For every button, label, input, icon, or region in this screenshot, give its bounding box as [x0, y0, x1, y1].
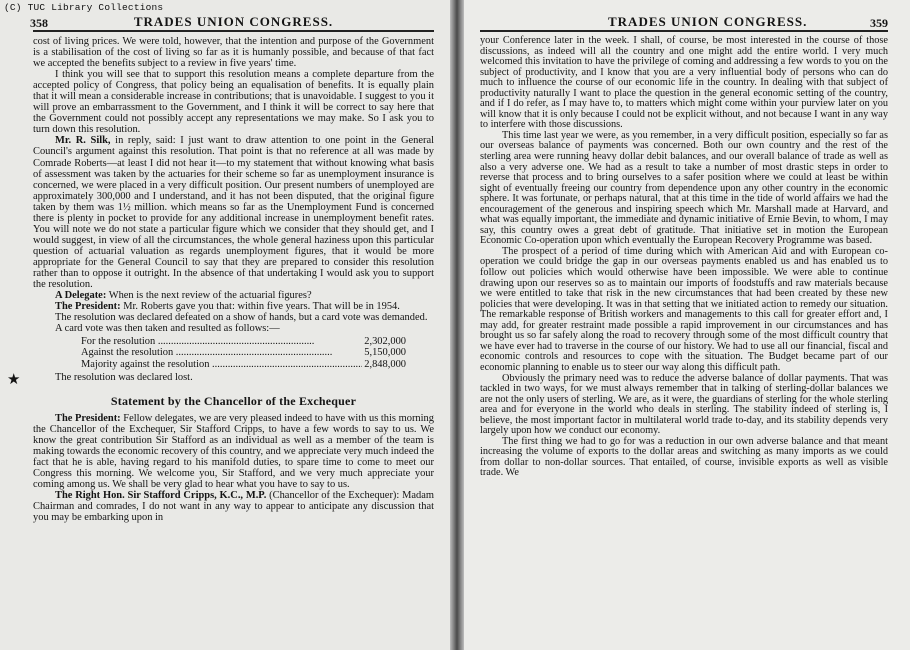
vote-row [81, 347, 406, 358]
running-title: TRADES UNION CONGRESS. [608, 14, 808, 29]
paragraph [33, 301, 434, 312]
page-gutter [450, 0, 464, 650]
vote-row [81, 359, 406, 370]
paragraph: The resolution was declared lost. [55, 371, 193, 383]
right-page [464, 0, 910, 650]
vote-label: Majority against the resolution ..... [81, 359, 362, 370]
paragraph: The first thing we had to go for was a reduction in our own adverse balance and that meant increasing the volume of exports to the dollar areas and switching as many imports as we could from dollar to non-dollar sources. That entailed, of course, invisible exports as well as visible trade. We [480, 435, 888, 479]
paragraph: I think you will see that to support this resolution means a complete departure from the accepted policy of Congress, that policy being an equalisation of benefits. It is equally plain that it will mean a considerable increase in contributions; that is unavoidable. I suggest to you it will prove an embarrassment to the Government, and I think it will be correct to say here that the Government could not possibly accept any representations we may make. So I ask you to turn down this resolution. [33, 69, 434, 136]
speaker-name: The Right Hon. Sir Stafford Cripps, K.C., M.P. [55, 490, 267, 502]
vote-value: 2,848,000 [364, 358, 406, 370]
paragraph [33, 135, 434, 290]
speech-text: (Chancellor of the Exchequer): Madam Chairman and comrades, I do not want in any way to appear to anticipate any discussion that you may be embarking upon in [33, 490, 434, 524]
vote-row [81, 336, 406, 347]
star-icon: ★ [7, 371, 21, 388]
page-number: 359 [870, 16, 888, 30]
speech-text: When is the next review of the actuarial figures? [106, 290, 312, 302]
speaker-name: Mr. R. Silk, [55, 135, 111, 147]
paragraph [33, 490, 434, 523]
vote-value: 5,150,000 [364, 347, 406, 359]
paragraph: A card vote was then taken and resulted as follows:— [55, 323, 280, 335]
paragraph [33, 290, 434, 301]
speaker-name: The President: [55, 412, 121, 424]
watermark-text: (C) TUC Library Collections [4, 2, 164, 13]
paragraph: your Conference later in the week. I shall, of course, be most interested in the course of those discussions, as indeed will all the country and one might add the entire world. I very much welcomed this invitation to have the privilege of coming and addressing a few words to you on the subject of productivity, and I know that you are a very influential body of persons who can do much to influence the course of our economic life in the country. In dealing with that subject of productivity naturally I want to place the question in the general economic setting of the country, and if I do refer, as I may have to, to matters which might come within your purview later on you will know that it is only because I could not be explicit without, and not because I want in any way to interfere with those discussions. [480, 35, 888, 131]
page-number: 358 [30, 16, 48, 30]
vote-value: 2,302,000 [364, 336, 406, 348]
speech-text: in reply, said: I just want to draw attention to one point in the General Council's argument against this resolution. That point is that no reference at all was made by Comrade Roberts—at least I did not hear it—to my statement that without knowing what basis of assessment was taken by the actuaries for their scheme so far as unemployment insurance is concerned, we were placed in a very difficult position. Our present numbers of unemployed are approximately 300,000 and I understand, and it has not been disputed, that the original figure taken by them was 1½ million. which means so far as the Unemployment Fund is concerned there is plenty in pocket to provide for any additional increase in unemployment benefit rates. You will note we do not state a particular figure which we consider that they should get, and I would suggest, in view of all the circumstances, the whole general haziness upon this particular question of actuarial valuation as regards unemployment figures, that it would be more appropriate for the General Council to say that they are prepared to consider this resolution rather than to oppose it outright. In the absence of that undertaking I would ask you to support the resolution. [33, 135, 434, 291]
result-line [7, 371, 434, 388]
section-heading: Statement by the Chancellor of the Exchequer [110, 393, 357, 408]
paragraph: This time last year we were, as you remember, in a very difficult position, especially so far as our overseas balance of payments was concerned. Both our own country and the rest of the sterling area were running heavy dollar debit balances, and our overall balance of trade as well as also a very adverse one. We had as a result to take a number of most drastic steps in order to reverse that process and to bring ourselves to a safer position where we could at least be within sight of eventually freeing our country from dependence upon any other country in the economic sphere. It was fortunate, or perhaps natural, that at this time in the tide of world affairs we had the encouragement of the generous and inspiring speech which Mr. Marshall made at Harvard, and what was equally important, the immediate and dynamic initiative of Ernie Bevin, to whom, I may say, this country owes a great debt of gratitude. That initiative set in motion the European Economic Co-operation upon which eventually the European Recovery Programme was based. [480, 129, 888, 247]
vote-label: For the resolution ..... [81, 336, 314, 347]
running-title: TRADES UNION CONGRESS. [133, 14, 334, 29]
card-vote-table [81, 336, 406, 370]
speaker-name: A Delegate: [55, 290, 107, 302]
paragraph [33, 413, 434, 490]
right-running-head [480, 0, 888, 32]
left-page [0, 0, 450, 650]
paragraph: cost of living prices. We were told, however, that the intention and purpose of the Government is a stabilisation of the cost of living so far as it is humanly possible, and because of that fact we accepted the benefits subject to a review in five years' time. [33, 36, 434, 70]
paragraph: The resolution was declared defeated on a show of hands, but a card vote was demanded. [55, 312, 428, 324]
speaker-name: The President: [55, 301, 121, 313]
paragraph: Obviously the primary need was to reduce the adverse balance of dollar payments. That was tackled in two ways, for we must always remember that in talking of sterling-dollar balances we are not the only users of sterling. We are, as it were, the guardians of sterling for the whole sterling area and for everyone in the world who deals in sterling. The stability indeed of sterling is, I believe, the most important factor in multilateral world trade to-day, and its stability depends very largely upon how we conduct our economy. [480, 372, 888, 437]
speech-text: Fellow delegates, we are very pleased indeed to have with us this morning the Chancellor of the Exchequer, Sir Stafford Cripps, to have a few words to say to us. We know the great contribution Sir Stafford as an individual as well as a member of the team is making towards the economic recovery of this country, and we appreciate very much indeed the fact that he is able, having regard to his manifold duties, to spare time to come to meet our Congress this morning. We welcome you, Sir Stafford, and we very much appreciate your coming among us. We shall be very glad to hear what you have to say to us. [33, 412, 434, 491]
paragraph: The prospect of a period of time during which with American Aid and with European co-operation we could bridge the gap in our overseas payments enabled us and has enabled us to follow out policies which would otherwise have been impossible. We were able to continue drawing upon our reserves so as to maintain our imports of foodstuffs and raw materials because we were entitled to take that risk in the new circumstances that had been created by these new policies that were developing. It was in that setting that we initiated action to remedy our situation. The remarkable response of British workers and managements to this call for greater effort and, I may add, for greater restraint made possible a rapid improvement in our circumstances and has brought us so far safely along the road to recovery through some of the most difficult country that we have ever had to traverse in the course of our history. We had to use all our financial, fiscal and economic controls and resources to cope with the situation. The Budget became part of our economic planning to enable us to steer our way along this difficult path. [480, 245, 888, 373]
vote-label: Against the resolution ..... [81, 347, 332, 358]
speech-text: Mr. Roberts gave you that: within five years. That will be in 1954. [120, 301, 400, 313]
